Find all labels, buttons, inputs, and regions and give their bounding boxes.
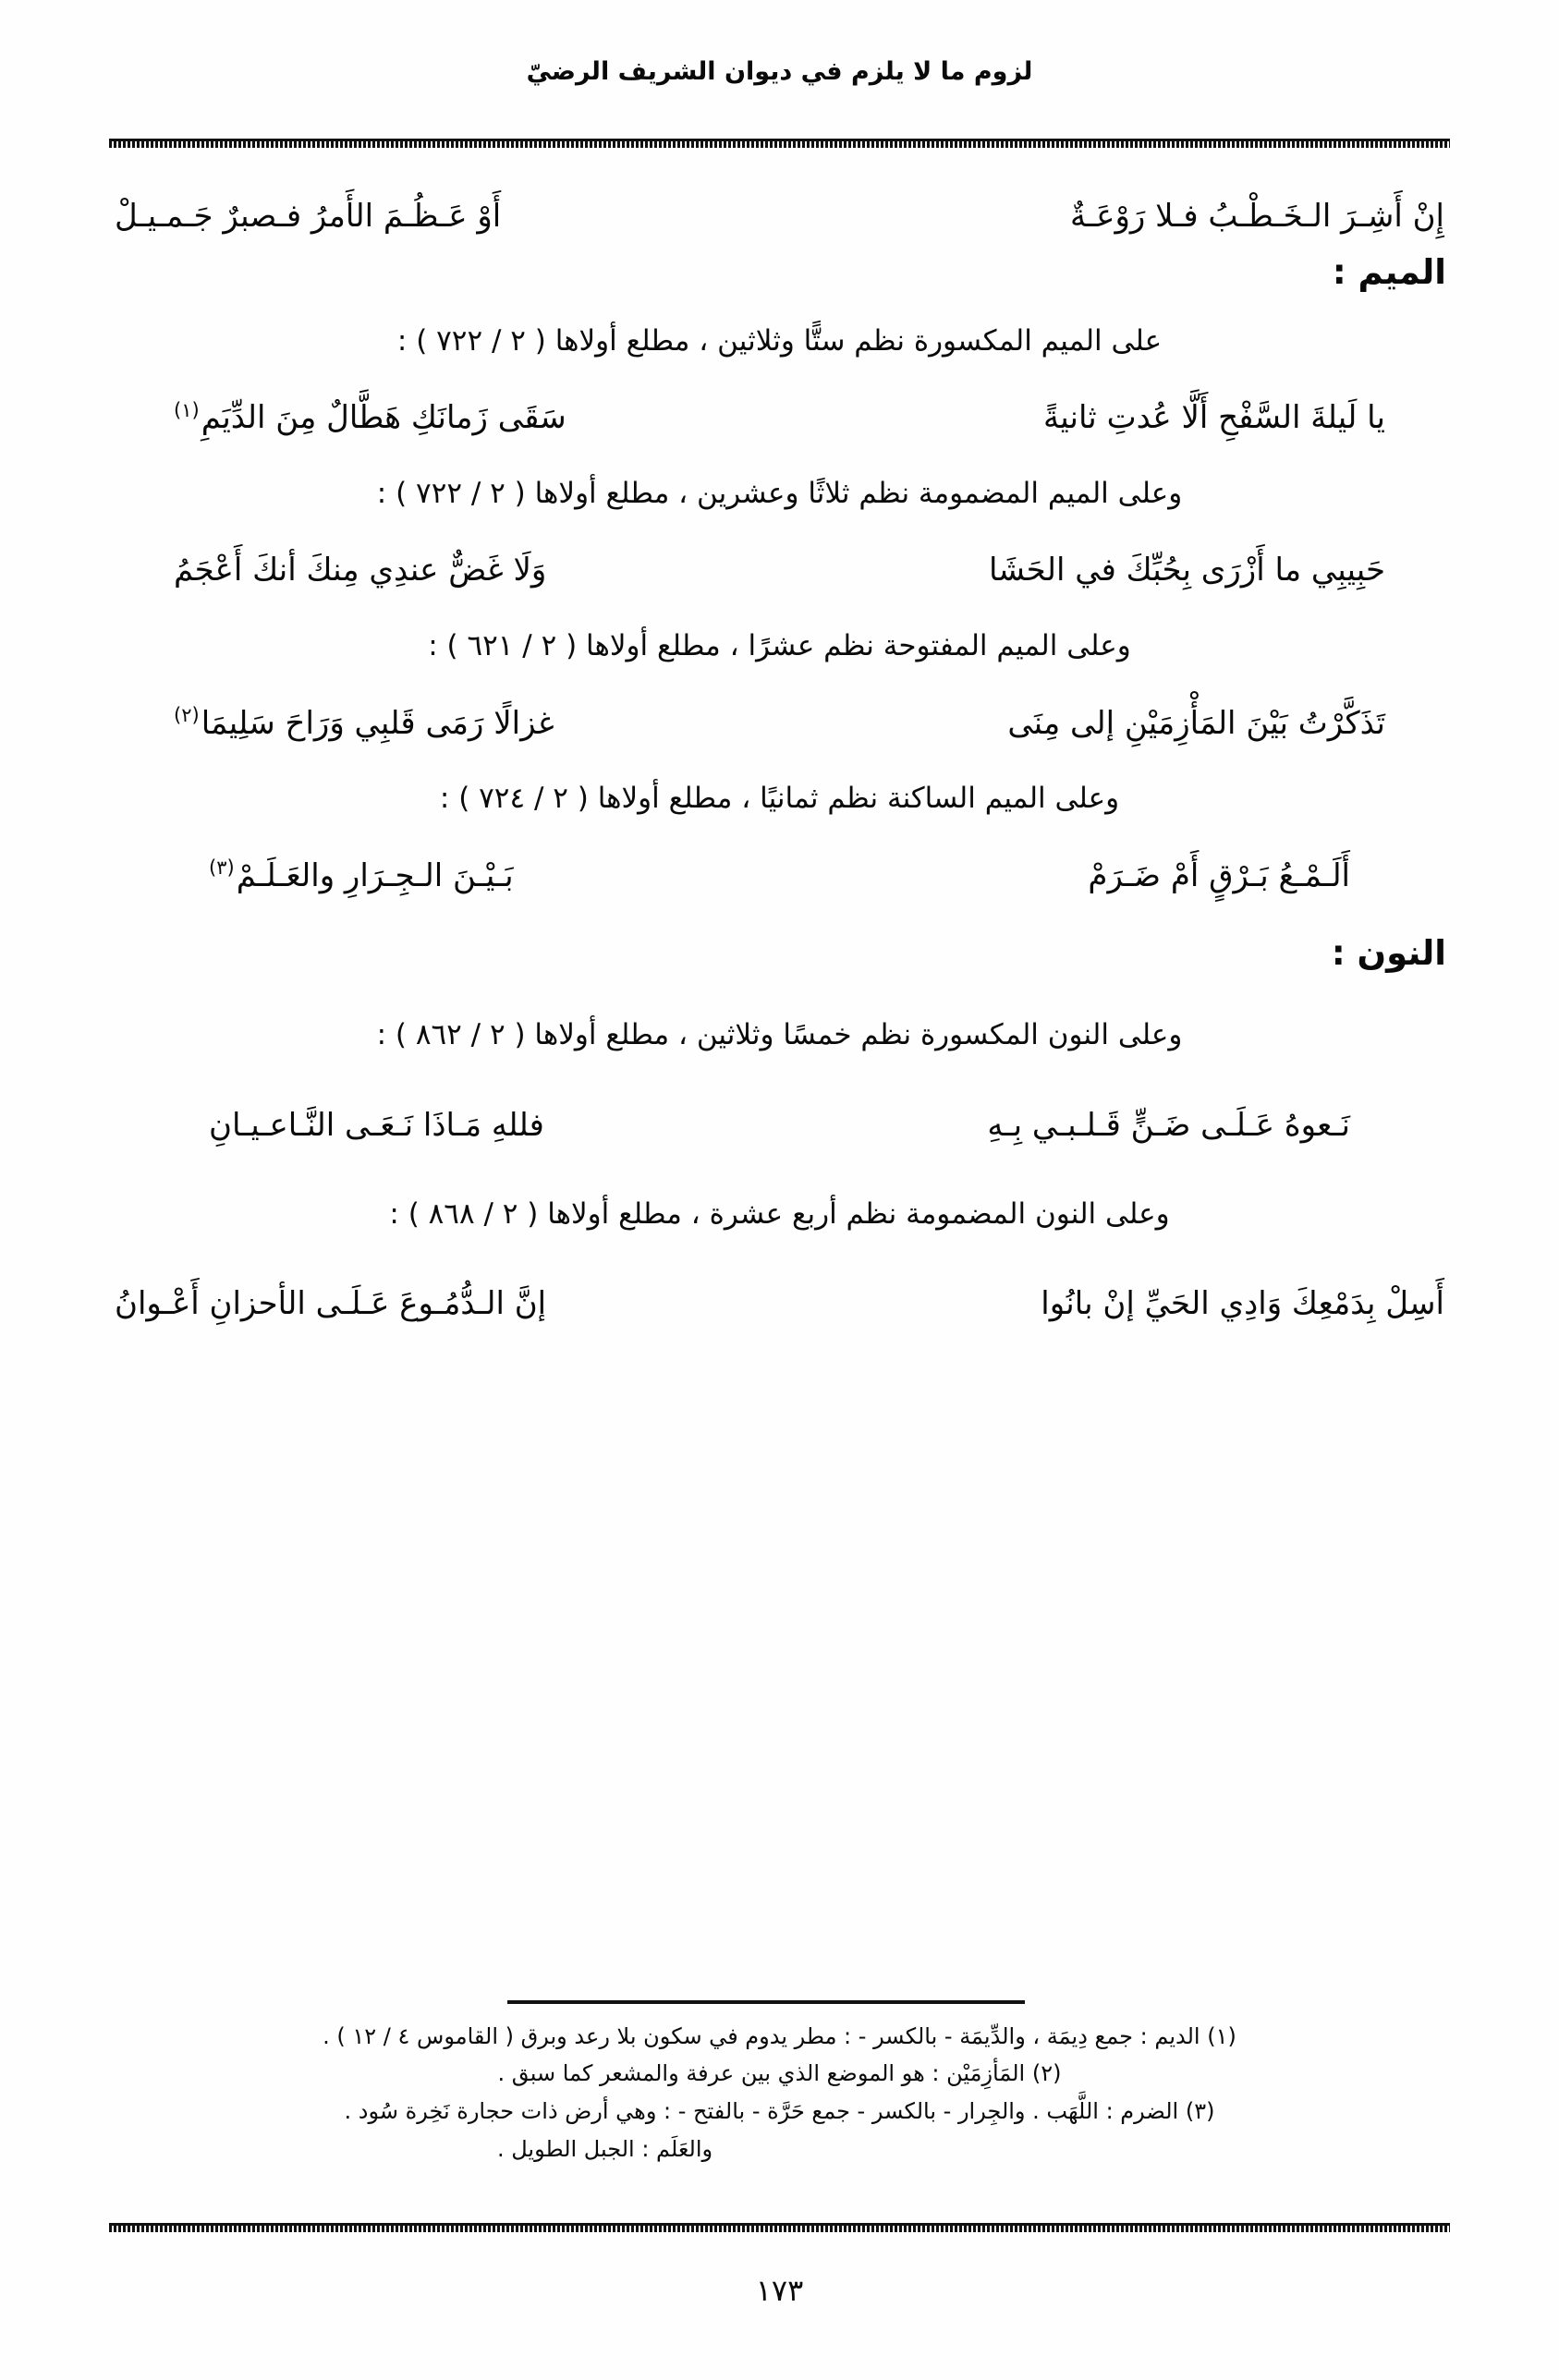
opening-verse (109, 192, 1450, 241)
spacer (109, 759, 1450, 777)
footnote-marker[interactable]: (١) (174, 398, 200, 421)
prose-line-meem-damma: وعلى الميم المضمومة نظم ثلاثًا وعشرين ، مطلع أولاها ( ٢ / ٧٢٢ ) : (376, 476, 1183, 510)
verse-hemistich-second: فللهِ مَـاذَا نَـعَـى النَّـاعـيـانِ (209, 1106, 544, 1144)
spacer (109, 528, 1450, 546)
verse-hemistich-second: أَوْ عَـظُـمَ الأَمرُ فـصبرٌ جَـمـيـلْ (115, 198, 502, 235)
verse-hemistich-second: إنَّ الـدُّمُـوعَ عَـلَـى الأحزانِ أَعْـوانُ (115, 1285, 547, 1323)
spacer (109, 1070, 1450, 1101)
footnote-item: (٢) المَأزِمَيْن : هو الموضع الذي بين عرفة والمشعر كما سبق . (497, 2060, 1062, 2087)
section-heading-noon: النون : (1331, 933, 1446, 974)
prose-line-meem-sakina: وعلى الميم الساكنة نظم ثمانيًا ، مطلع أولاها ( ٢ / ٧٢٤ ) : (439, 782, 1120, 816)
verse-hemistich-second (174, 394, 566, 443)
verse-hemistich-first: يا لَيلةَ السَّفْحِ أَلَّا عُدتِ ثانيةً (1043, 399, 1385, 437)
verse-hemistich-first: حَبِيبِي ما أَزْرَى بِحُبِّكَ في الحَشَا (988, 552, 1385, 589)
verse-hemistich-second (209, 852, 514, 901)
verse-meem-kasra (109, 394, 1450, 443)
verse-meem-sakina (109, 852, 1450, 901)
footer-rule (109, 2223, 1450, 2232)
prose-line-meem-kasra: على الميم المكسورة نظم ستًّا وثلاثين ، مطلع أولاها ( ٢ / ٧٢٢ ) : (396, 323, 1163, 358)
verse-meem-fatha (109, 699, 1450, 748)
spacer (109, 1248, 1450, 1280)
verse-hemistich-second: وَلَا غَضٌّ عندِي مِنكَ أنكَ أَعْجَمُ (174, 552, 547, 589)
spacer (109, 301, 1450, 320)
spacer (109, 911, 1450, 929)
running-head: لزوم ما لا يلزم في ديوان الشريف الرضيّ (526, 57, 1033, 86)
verse-text: سَقَى زَمانَكِ هَطَّالٌ مِنَ الدِّيَمِ (201, 399, 566, 437)
footnote-item-continuation: والعَلَم : الجبل الطويل . (497, 2136, 713, 2163)
footnote-item: (٣) الضرم : اللَّهَب . والجِرار - بالكسر - جمع حَرَّة - بالفتح - : وهي أرض ذات حجارة نَخِرة سُود . (344, 2098, 1215, 2125)
verse-meem-damma (109, 546, 1450, 595)
verse-hemistich-first: نَـعوهُ عَـلَـى ضَـنٍّ قَـلـبـي بِـهِ (987, 1106, 1350, 1144)
verse-text: غزالًا رَمَى قَلبِي وَرَاحَ سَلِيمَا (201, 704, 554, 742)
spacer (109, 606, 1450, 625)
prose-line-meem-fatha: وعلى الميم المفتوحة نظم عشرًا ، مطلع أولاها ( ٢ / ٦٢١ ) : (428, 629, 1131, 663)
spacer (109, 982, 1450, 1014)
spacer (109, 833, 1450, 852)
verse-hemistich-first: أَسِلْ بِدَمْعِكَ وَادِي الحَيِّ إنْ بانُوا (1041, 1285, 1444, 1323)
verse-hemistich-first: أَلَـمْـعُ بَـرْقٍ أَمْ ضَـرَمْ (1088, 856, 1350, 894)
page-number: ١٧٣ (755, 2273, 804, 2308)
prose-line-noon-damma: وعلى النون المضمومة نظم أربع عشرة ، مطلع أولاها ( ٢ / ٨٦٨ ) : (389, 1196, 1170, 1231)
header-rule (109, 139, 1450, 148)
verse-hemistich-second (174, 699, 554, 748)
page-body (109, 192, 1450, 1340)
verse-text: بَـيْـنَ الـجِـرَارِ والعَـلَـمْ (236, 856, 514, 894)
spacer (109, 681, 1450, 699)
footnote-separator-rule (507, 2000, 1025, 2004)
verse-hemistich-first: إِنْ أَشِـرَ الـخَـطْـبُ فـلا رَوْعَـةٌ (1069, 198, 1444, 235)
prose-line-noon-kasra: وعلى النون المكسورة نظم خمسًا وثلاثين ، مطلع أولاها ( ٢ / ٨٦٢ ) : (376, 1018, 1183, 1052)
footnote-marker[interactable]: (٢) (174, 704, 200, 727)
footnote-block (109, 2000, 1450, 2170)
spacer (109, 454, 1450, 472)
verse-noon-damma (109, 1280, 1450, 1329)
section-heading-meem: الميم : (1332, 251, 1446, 292)
spacer (109, 375, 1450, 394)
footnote-marker[interactable]: (٣) (209, 856, 235, 880)
verse-hemistich-first: تَذَكَّرْتُ بَيْنَ المَأْزِمَيْنِ إلى مِنَى (1007, 704, 1385, 742)
verse-noon-kasra (109, 1101, 1450, 1150)
footnote-item: (١) الديم : جمع دِيمَة ، والدِّيمَة - بالكسر - : مطر يدوم في سكون بلا رعد وبرق ( القاموس ٤ / ١٢ ) . (323, 2022, 1236, 2049)
spacer (109, 1161, 1450, 1193)
